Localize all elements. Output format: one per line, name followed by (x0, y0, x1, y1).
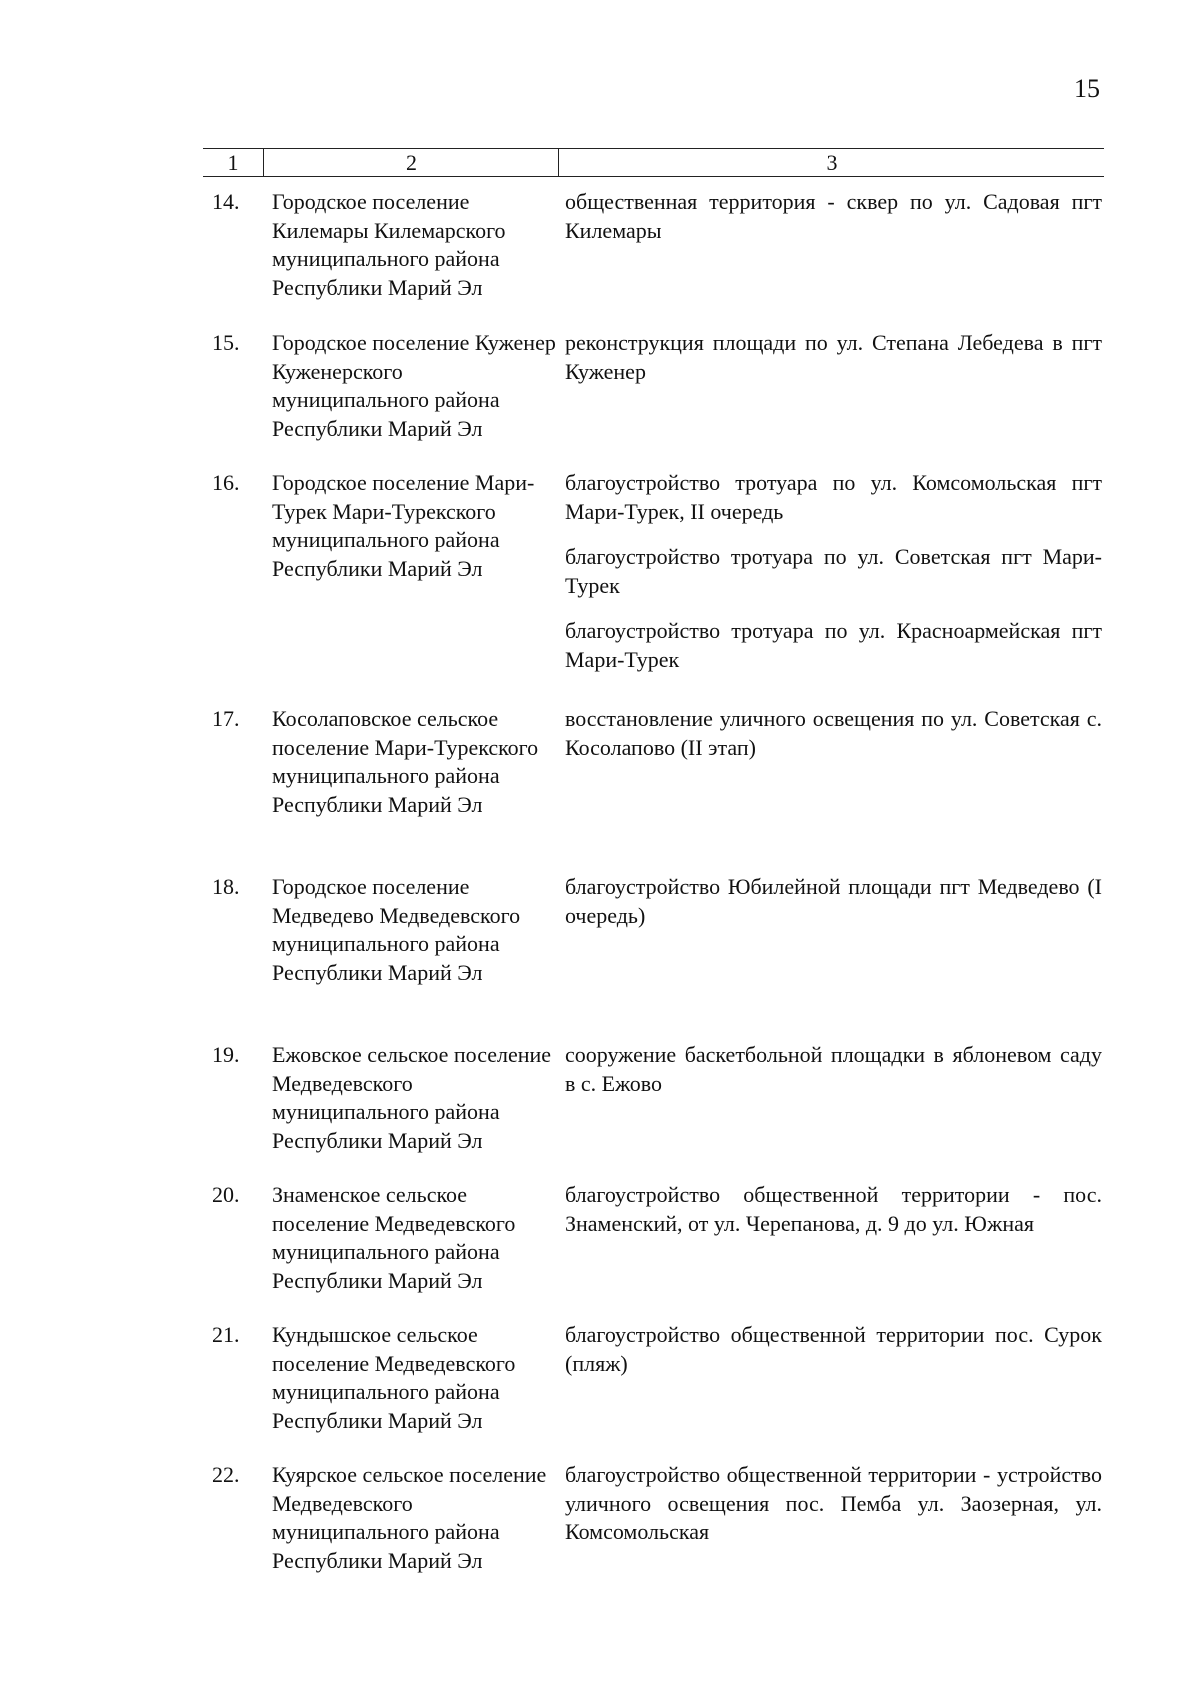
settlement-name: Куярское сельское поселение Медведевского муниципального района Республики Марий Эл (272, 1462, 547, 1573)
project-description: сооружение баскетбольной площадки в яблоневом саду в с. Ежово (565, 1042, 1102, 1096)
settlement-name: Ежовское сельское поселение Медведевского муниципального района Республики Марий Эл (272, 1042, 552, 1153)
settlement-name: Городское поселение Мари-Турек Мари-Турекского муниципального района Республики Марий Эл (272, 470, 535, 581)
project-description: общественная территория - сквер по ул. Садовая пгт Килемары (565, 189, 1102, 243)
project-description: реконструкция площади по ул. Степана Лебедева в пгт Куженер (565, 330, 1102, 384)
project-list (565, 705, 1102, 779)
header-col-2: 2 (263, 149, 559, 176)
project-description: благоустройство тротуара по ул. Советская пгт Мари-Турек (565, 544, 1102, 598)
project-list (565, 329, 1102, 403)
row-number: 18. (212, 874, 240, 899)
row-number: 19. (212, 1042, 240, 1067)
table-header (203, 148, 1104, 177)
header-col-1: 1 (227, 150, 239, 175)
project-description: благоустройство общественной территории - пос. Знаменский, от ул. Черепанова, д. 9 до ул. Южная (565, 1182, 1102, 1236)
project-description: благоустройство тротуара по ул. Красноармейская пгт Мари-Турек (565, 618, 1102, 672)
project-list (565, 1461, 1102, 1564)
row-number: 22. (212, 1462, 240, 1487)
settlement-name: Косолаповское сельское поселение Мари-Турекского муниципального района Республики Марий Эл (272, 706, 539, 817)
project-list (565, 1181, 1102, 1255)
settlement-name: Кундышское сельское поселение Медведевского муниципального района Республики Марий Эл (272, 1322, 516, 1433)
settlement-name: Городское поселение Килемары Килемарского муниципального района Республики Марий Эл (272, 189, 506, 300)
settlement-name: Городское поселение Медведево Медведевского муниципального района Республики Марий Эл (272, 874, 521, 985)
row-number: 21. (212, 1322, 240, 1347)
project-list (565, 188, 1102, 262)
project-description: благоустройство общественной территории - устройство уличного освещения пос. Пемба ул. Заозерная, ул. Комсомольская (565, 1462, 1102, 1544)
row-number: 15. (212, 330, 240, 355)
project-list (565, 469, 1102, 691)
row-number: 17. (212, 706, 240, 731)
project-description: благоустройство тротуара по ул. Комсомольская пгт Мари-Турек, II очередь (565, 470, 1102, 524)
page-number: 15 (1074, 74, 1100, 103)
settlement-name: Знаменское сельское поселение Медведевского муниципального района Республики Марий Эл (272, 1182, 516, 1293)
project-description: благоустройство общественной территории пос. Сурок (пляж) (565, 1322, 1102, 1376)
header-col-3: 3 (558, 149, 1105, 176)
project-list (565, 873, 1102, 947)
project-list (565, 1041, 1102, 1115)
project-description: восстановление уличного освещения по ул. Советская с. Косолапово (II этап) (565, 706, 1102, 760)
settlement-name: Городское поселение Куженер Куженерского муниципального района Республики Марий Эл (272, 330, 556, 441)
row-number: 16. (212, 470, 240, 495)
row-number: 20. (212, 1182, 240, 1207)
project-description: благоустройство Юбилейной площади пгт Медведево (I очередь) (565, 874, 1102, 928)
project-list (565, 1321, 1102, 1395)
row-number: 14. (212, 189, 240, 214)
